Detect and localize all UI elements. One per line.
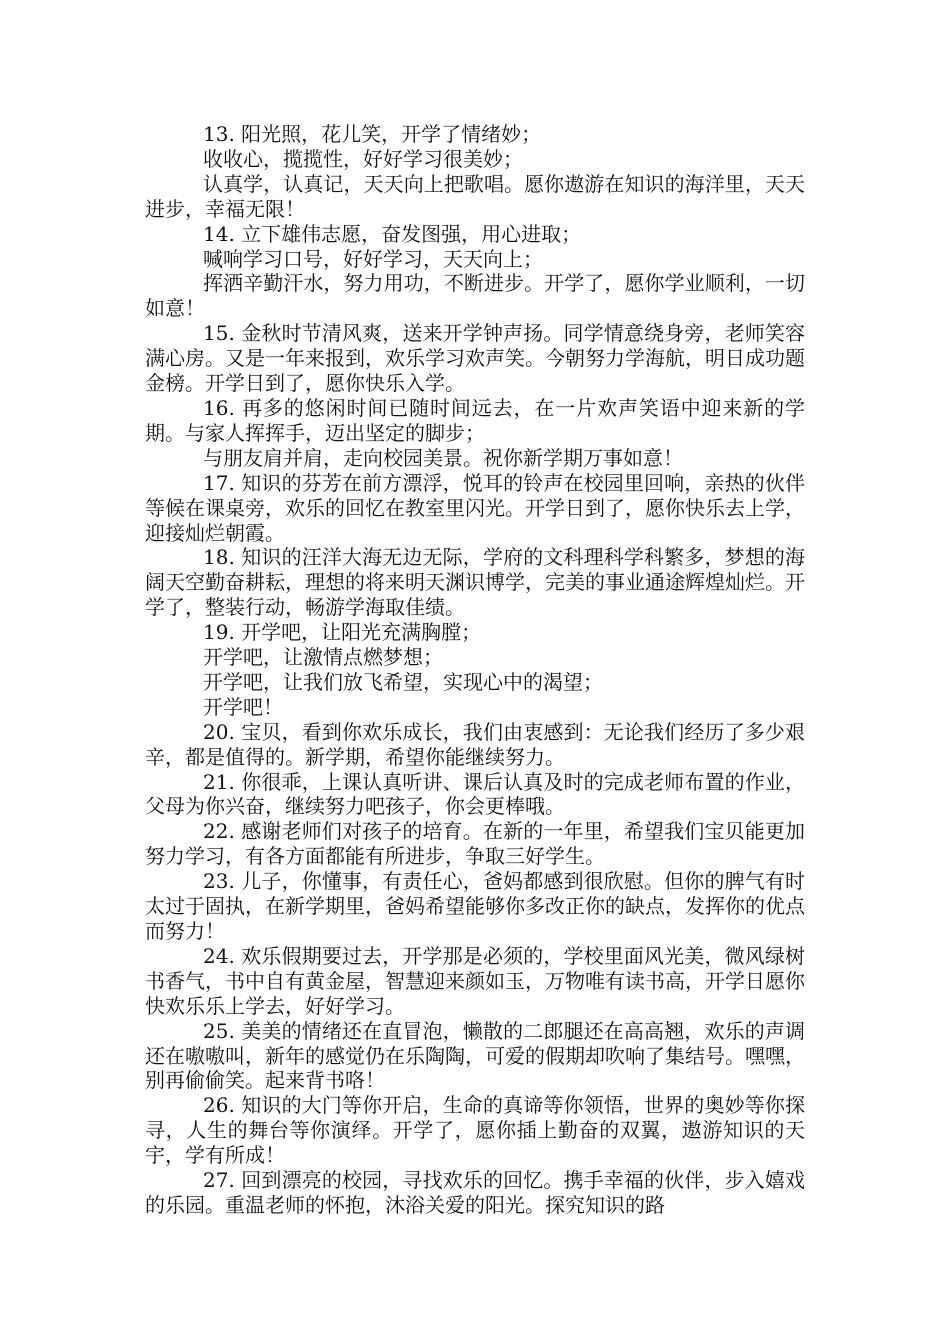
paragraph: 开学吧，让我们放飞希望，实现心中的渴望； (203, 669, 603, 694)
paragraph: 挥洒辛勤汗水，努力用功，不断进步。开学了，愿你学业顺利，一切如意！ (145, 271, 805, 321)
paragraph: 21. 你很乖，上课认真听讲、课后认真及时的完成老师布置的作业，父母为你兴奋，继续努力吧孩子，你会更棒哦。 (145, 769, 805, 819)
document-body (145, 122, 805, 1218)
paragraph: 16. 再多的悠闲时间已随时间远去，在一片欢声笑语中迎来新的学期。与家人挥挥手，迈出坚定的脚步； (145, 395, 805, 445)
paragraph: 喊响学习口号，好好学习，天天向上； (203, 246, 543, 271)
paragraph: 24. 欢乐假期要过去，开学那是必须的，学校里面风光美，微风绿树书香气，书中自有黄金屋，智慧迎来颜如玉，万物唯有读书高，开学日愿你快欢乐乐上学去，好好学习。 (145, 943, 805, 1018)
paragraph: 18. 知识的汪洋大海无边无际，学府的文科理科学科繁多，梦想的海阔天空勤奋耕耘，理想的将来明天渊识博学，完美的事业通途辉煌灿烂。开学了，整装行动，畅游学海取佳绩。 (145, 545, 805, 620)
paragraph: 认真学，认真记，天天向上把歌唱。愿你遨游在知识的海洋里，天天进步，幸福无限！ (145, 171, 805, 221)
paragraph: 19. 开学吧，让阳光充满胸膛； (203, 620, 482, 645)
paragraph: 15. 金秋时节清风爽，送来开学钟声扬。同学情意绕身旁，老师笑容满心房。又是一年来报到，欢乐学习欢声笑。今朝努力学海航，明日成功题金榜。开学日到了，愿你快乐入学。 (145, 321, 805, 396)
paragraph: 20. 宝贝，看到你欢乐成长，我们由衷感到：无论我们经历了多少艰辛，都是值得的。新学期，希望你能继续努力。 (145, 719, 805, 769)
paragraph: 17. 知识的芬芳在前方漂浮，悦耳的铃声在校园里回响，亲热的伙伴等候在课桌旁，欢乐的回忆在教室里闪光。开学日到了，愿你快乐去上学，迎接灿烂朝霞。 (145, 470, 805, 545)
paragraph: 13. 阳光照，花儿笑，开学了情绪妙； (203, 122, 542, 146)
paragraph: 27. 回到漂亮的校园，寻找欢乐的回忆。携手幸福的伙伴，步入嬉戏的乐园。重温老师的怀抱，沐浴关爱的阳光。探究知识的路 (145, 1168, 805, 1217)
paragraph: 开学吧，让激情点燃梦想； (203, 645, 443, 670)
paragraph: 开学吧！ (203, 694, 283, 719)
paragraph: 25. 美美的情绪还在直冒泡，懒散的二郎腿还在高高翘，欢乐的声调还在嗷嗷叫，新年的感觉仍在乐陶陶，可爱的假期却吹响了集结号。嘿嘿，别再偷偷笑。起来背书咯！ (145, 1018, 805, 1093)
paragraph: 23. 儿子，你懂事，有责任心，爸妈都感到很欣慰。但你的脾气有时太过于固执，在新学期里，爸妈希望能够你多改正你的缺点，发挥你的优点而努力！ (145, 869, 805, 943)
paragraph: 26. 知识的大门等你开启，生命的真谛等你领悟，世界的奥妙等你探寻，人生的舞台等你演绎。开学了，愿你插上勤奋的双翼，遨游知识的天宇，学有所成！ (145, 1093, 805, 1168)
paragraph: 与朋友肩并肩，走向校园美景。祝你新学期万事如意！ (203, 445, 683, 470)
paragraph: 收收心，揽揽性，好好学习很美妙； (203, 146, 523, 171)
paragraph: 14. 立下雄伟志愿，奋发图强，用心进取； (203, 221, 582, 246)
paragraph: 22. 感谢老师们对孩子的培育。在新的一年里，希望我们宝贝能更加努力学习，有各方面都能有所进步，争取三好学生。 (145, 819, 805, 869)
